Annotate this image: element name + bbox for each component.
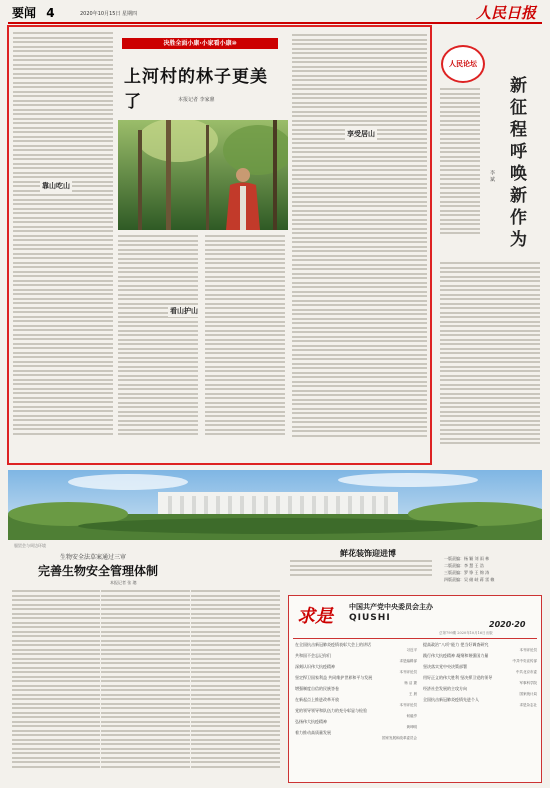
editor-line-3: 三版责编：罗 铮 王 锦 涛	[444, 570, 490, 575]
qiushi-name: QIUSHI	[349, 613, 391, 623]
qiushi-logo: 求是	[297, 606, 333, 627]
main-photo	[8, 470, 542, 540]
feature-banner	[122, 38, 278, 49]
toc-author: 黄坤明	[406, 725, 417, 729]
badge-text: 人民论坛	[449, 59, 477, 68]
feature-header	[118, 34, 284, 126]
toc-title: 着力推动高质量发展	[295, 730, 331, 735]
toc-author: 杨 洁 篪	[404, 681, 417, 685]
qiushi-issue-note: 总第799期 2020年10月16日出版	[439, 631, 493, 635]
toc-author: 中共北京市委	[516, 670, 537, 674]
lower-byline: 本报记者 张 璁	[110, 580, 137, 585]
page-number: 4	[46, 6, 55, 20]
feature-mid2-column	[205, 235, 285, 460]
toc-author: 求是杂志社	[519, 703, 537, 707]
lower-column-divider-1	[100, 590, 101, 780]
forest-photo-graphic	[118, 120, 288, 230]
toc-title: 用好正义的伟大胜利 坚决捍卫党的领导	[423, 675, 493, 680]
editors-box	[444, 555, 540, 593]
toc-author: 何毅亭	[406, 714, 417, 718]
toc-author: 军事科学院	[519, 681, 537, 685]
issue-date: 2020年10月15日 星期四	[80, 11, 138, 17]
masthead: 人民日报	[475, 4, 536, 22]
toc-title: 经济社会发展的主攻方向	[423, 686, 467, 691]
feature-byline: 本报记者 李家鼎	[178, 97, 215, 103]
news-brief-body	[290, 560, 432, 582]
qiushi-rule	[293, 638, 537, 639]
building-photo-graphic	[8, 470, 542, 540]
feature-photo	[118, 120, 288, 230]
subhead-mid: 看山护山	[170, 306, 198, 315]
toc-title: 坚定捍卫国家利益 共同维护世界和平与发展	[295, 675, 373, 680]
toc-title: 践行伟大抗疫精神 凝聚和谐强国力量	[423, 653, 489, 658]
section-label	[12, 4, 55, 21]
editor-line-1: 一版责编：杨 颖 刘 雨 林	[444, 556, 490, 561]
toc-title: 坚决落实党中央决策部署	[423, 664, 467, 669]
toc-author: 本刊评论员	[399, 670, 417, 674]
editor-line-2: 二版责编：李 慧 王 浩	[444, 563, 484, 568]
toc-author: 中共中央宣传部	[512, 659, 537, 663]
subhead-left: 靠山吃山	[42, 181, 70, 190]
toc-author: 本刊评论员	[399, 703, 417, 707]
feature-title: 上河村的林子更美了	[124, 67, 268, 112]
toc-author: 习近平	[406, 648, 417, 652]
toc-title: 共和国不会忘记你们	[295, 653, 331, 658]
subhead-right: 享受居山	[347, 129, 375, 138]
banner-text: 决胜全面小康·小家看小康⑩	[163, 40, 237, 47]
toc-title: 深刻认识伟大抗疫精神	[295, 664, 335, 669]
lower-kicker: 生物安全法草案通过三审	[60, 554, 127, 561]
qiushi-toc-left	[295, 642, 417, 741]
commentary-badge	[441, 45, 485, 83]
toc-title: 提高政治“八项”能力 把当好调查研究	[423, 642, 489, 647]
toc-title: 全国抗击新冠肺炎疫情先进个人	[423, 697, 479, 702]
qiushi-org: 中国共产党中央委员会主办	[349, 603, 433, 611]
editor-line-4: 四版责编：吴 储 岐 蒋 雷 赖	[444, 577, 495, 582]
toc-author: 本刊评论员	[519, 648, 537, 652]
lower-title: 完善生物安全管理体制	[38, 564, 159, 578]
toc-author: 国家统计局	[519, 692, 537, 696]
lower-article-body	[12, 590, 280, 780]
feature-right-column	[292, 34, 427, 459]
news-brief-title: 鲜花装饰迎进博	[340, 549, 396, 558]
toc-title: 增强制度自信的民族答卷	[295, 686, 339, 691]
toc-title: 党的领导领导和队伍力的充分彰显与检验	[295, 708, 367, 713]
qiushi-toc-right	[423, 642, 537, 708]
feature-mid-column	[118, 235, 198, 460]
qiushi-issue: 2020·20	[489, 620, 526, 629]
toc-title: 在全国抗击新冠肺炎疫情表彰大会上的讲话	[295, 642, 371, 647]
qiushi-ad	[288, 595, 542, 783]
toc-author: 国家发展和改革委员会	[382, 736, 417, 740]
toc-title: 弘扬伟大抗疫精神	[295, 719, 327, 724]
section-name: 要闻	[12, 6, 37, 20]
header-rule	[8, 22, 542, 24]
toc-author: 王 晨	[408, 692, 417, 696]
commentary-vertical-text	[440, 88, 480, 258]
commentary-body	[440, 262, 540, 467]
toc-author: 求是编辑部	[399, 659, 417, 663]
photo-caption: 服贸会与周边环境	[14, 543, 46, 548]
lower-column-divider-2	[190, 590, 191, 780]
toc-title: 在新起点上推进改革开放	[295, 697, 339, 702]
commentary-headline: 新征程呼唤新作为	[510, 76, 527, 250]
commentary-author: 李 斌	[489, 170, 495, 182]
